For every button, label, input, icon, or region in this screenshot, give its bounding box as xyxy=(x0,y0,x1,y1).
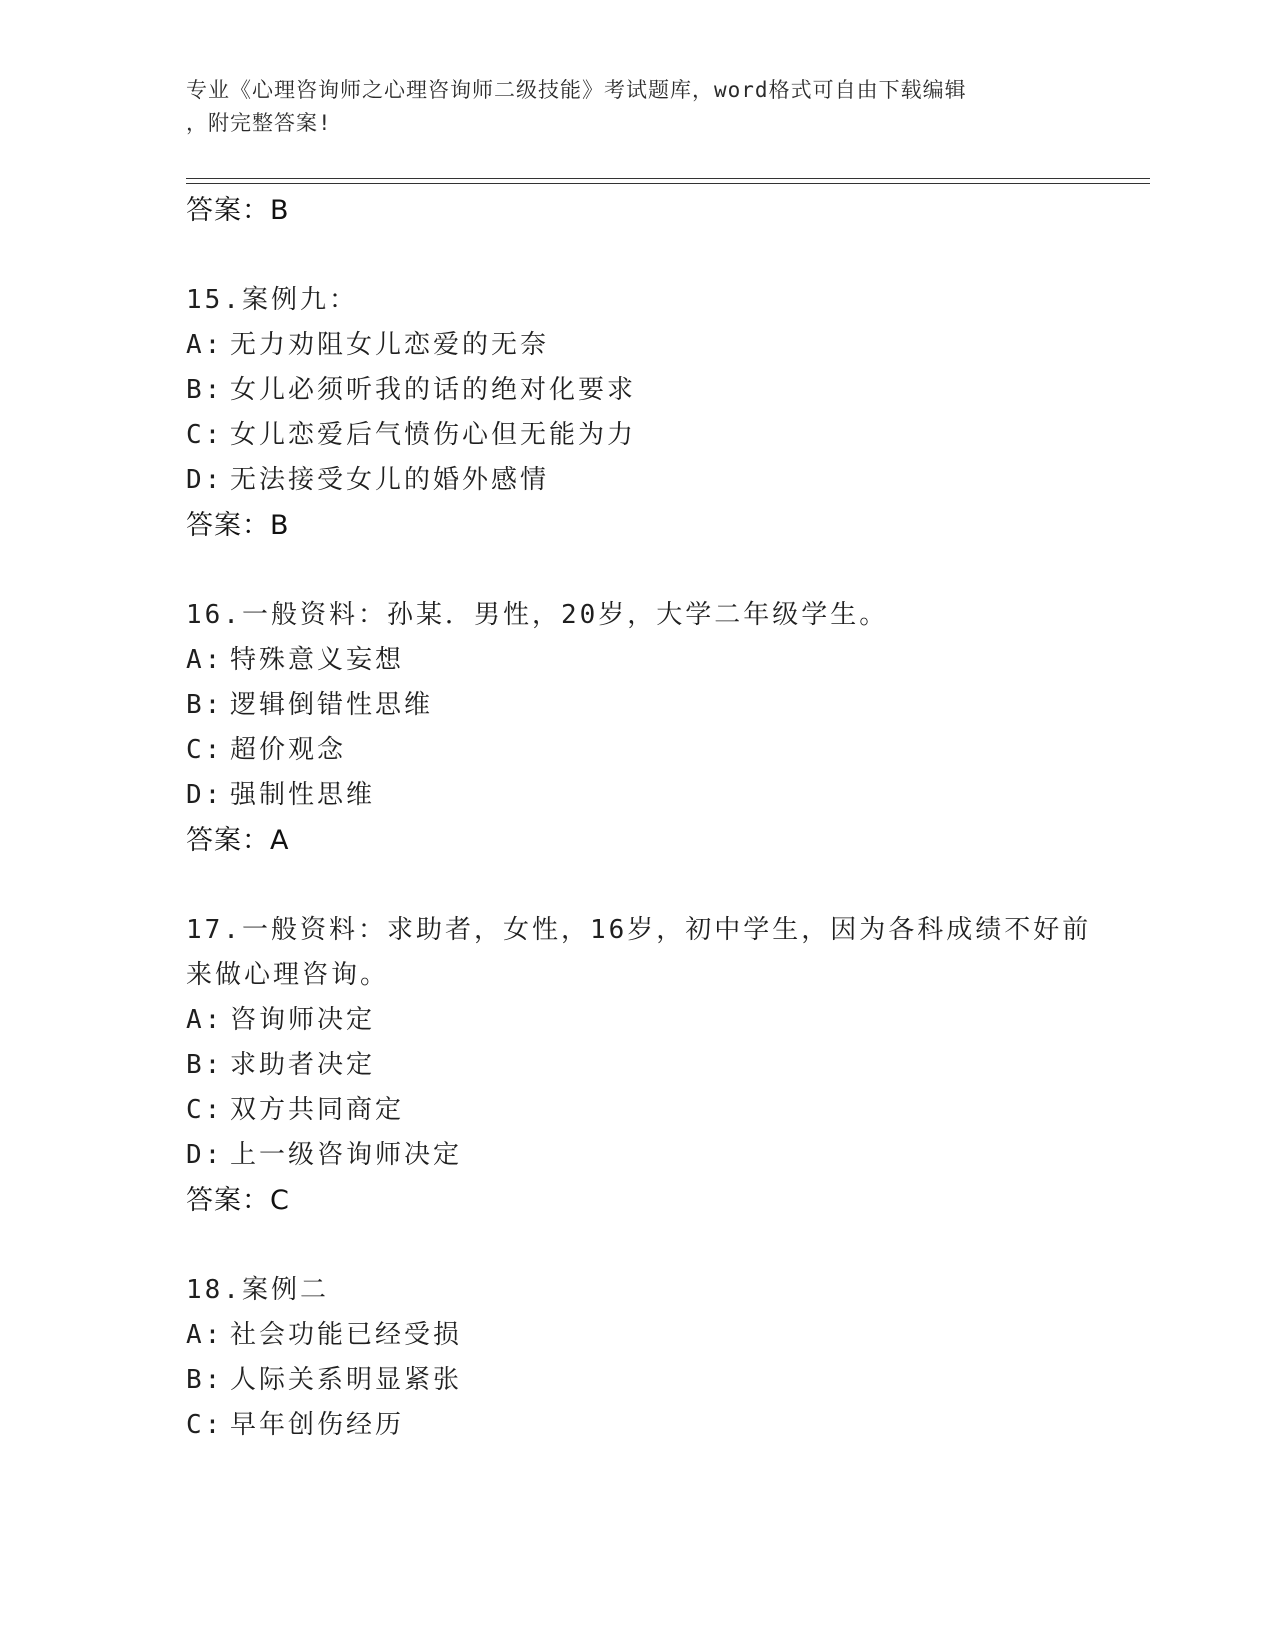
option-text: 上一级咨询师决定 xyxy=(230,1140,463,1170)
answer-label: 答案：A xyxy=(186,825,290,856)
option-text: 咨询师决定 xyxy=(230,1005,376,1035)
question-stem-continued: 来做心理咨询。 xyxy=(186,960,390,990)
header-line-2: ，附完整答案! xyxy=(186,111,332,135)
option-text: 双方共同商定 xyxy=(230,1095,405,1125)
option-text: 求助者决定 xyxy=(230,1050,376,1080)
answer-label: 答案：B xyxy=(186,195,290,226)
option-text: 女儿恋爱后气愤伤心但无能为力 xyxy=(230,420,637,450)
option-a xyxy=(186,323,1116,368)
question-block xyxy=(186,278,1116,548)
question-stem: 15.案例九： xyxy=(186,285,358,315)
option-c xyxy=(186,1403,1116,1448)
header-divider-top xyxy=(186,178,1150,179)
question-block xyxy=(186,593,1116,863)
option-d xyxy=(186,773,1116,818)
question-stem: 18.案例二 xyxy=(186,1275,329,1305)
document-header xyxy=(186,74,1066,140)
option-letter: D: xyxy=(186,780,224,810)
option-letter: B: xyxy=(186,1050,224,1080)
option-c xyxy=(186,1088,1116,1133)
option-d xyxy=(186,458,1116,503)
option-text: 无法接受女儿的婚外感情 xyxy=(230,465,550,495)
option-letter: A: xyxy=(186,1005,224,1035)
option-c xyxy=(186,413,1116,458)
option-b xyxy=(186,1043,1116,1088)
header-line-1: 专业《心理咨询师之心理咨询师二级技能》考试题库，word格式可自由下载编辑 xyxy=(186,78,967,102)
option-text: 强制性思维 xyxy=(230,780,376,810)
option-text: 超价观念 xyxy=(230,735,347,765)
option-b xyxy=(186,1358,1116,1403)
option-text: 早年创伤经历 xyxy=(230,1410,405,1440)
option-letter: B: xyxy=(186,690,224,720)
option-d xyxy=(186,1133,1116,1178)
option-letter: A: xyxy=(186,330,224,360)
option-letter: C: xyxy=(186,1095,224,1125)
option-letter: C: xyxy=(186,420,224,450)
option-a xyxy=(186,638,1116,683)
option-b xyxy=(186,368,1116,413)
option-letter: C: xyxy=(186,735,224,765)
option-text: 逻辑倒错性思维 xyxy=(230,690,434,720)
option-a xyxy=(186,1313,1116,1358)
option-c xyxy=(186,728,1116,773)
answer-label: 答案：B xyxy=(186,510,290,541)
option-b xyxy=(186,683,1116,728)
question-stem: 17.一般资料：求助者，女性，16岁，初中学生，因为各科成绩不好前 xyxy=(186,915,1092,945)
option-letter: A: xyxy=(186,645,224,675)
option-text: 特殊意义妄想 xyxy=(230,645,405,675)
option-letter: D: xyxy=(186,465,224,495)
option-letter: B: xyxy=(186,1365,224,1395)
option-letter: D: xyxy=(186,1140,224,1170)
option-text: 女儿必须听我的话的绝对化要求 xyxy=(230,375,637,405)
question-block xyxy=(186,1268,1116,1448)
answer-label: 答案：C xyxy=(186,1185,290,1216)
question-stem: 16.一般资料：孙某．男性，20岁，大学二年级学生。 xyxy=(186,600,889,630)
question-block xyxy=(186,908,1116,1223)
option-letter: C: xyxy=(186,1410,224,1440)
option-text: 人际关系明显紧张 xyxy=(230,1365,463,1395)
option-text: 无力劝阻女儿恋爱的无奈 xyxy=(230,330,550,360)
option-letter: B: xyxy=(186,375,224,405)
option-a xyxy=(186,998,1116,1043)
option-text: 社会功能已经受损 xyxy=(230,1320,463,1350)
option-letter: A: xyxy=(186,1320,224,1350)
header-divider-bottom xyxy=(186,183,1150,184)
question-list xyxy=(186,188,1116,1448)
